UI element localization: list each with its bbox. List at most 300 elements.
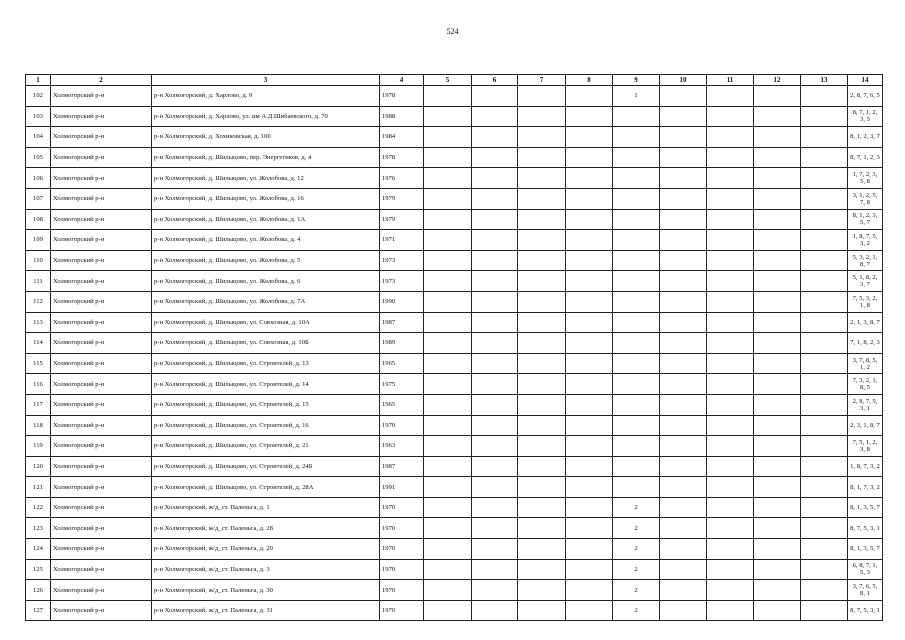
col11-cell [707,86,754,107]
table-row [26,230,883,251]
address-cell: р-н Холмогорский, д. Шилыцово, ул. Совхозная, д. 10Б [152,333,380,354]
col14-cell: 7, 5, 1, 2, 3, 8 [848,436,883,457]
col8-cell [566,271,613,292]
col5-cell [424,127,472,148]
col12-cell [754,559,801,580]
col12-cell [754,291,801,312]
table-row [26,539,883,560]
district-cell: Холмогорский р-н [51,250,152,271]
row-number: 114 [26,333,51,354]
col10-cell [660,580,707,601]
year-cell: 1970 [380,559,424,580]
col14-cell: 8, 1, 3, 5, 7 [848,497,883,518]
col14-cell: 7, 1, 8, 2, 3 [848,333,883,354]
col8-cell [566,127,613,148]
district-cell: Холмогорский р-н [51,147,152,168]
district-cell: Холмогорский р-н [51,580,152,601]
col8-cell [566,250,613,271]
col10-cell [660,188,707,209]
year-cell: 1965 [380,394,424,415]
district-cell: Холмогорский р-н [51,291,152,312]
year-cell: 1984 [380,127,424,148]
district-cell: Холмогорский р-н [51,333,152,354]
column-header-14: 14 [848,75,883,86]
col6-cell [472,600,518,621]
col8-cell [566,168,613,189]
col9-cell [613,477,660,498]
col13-cell [801,127,848,148]
col13-cell [801,353,848,374]
col5-cell [424,539,472,560]
col9-cell [613,291,660,312]
col13-cell [801,600,848,621]
col14-cell: 2, 3, 1, 8, 7 [848,415,883,436]
column-header-8: 8 [566,75,613,86]
col10-cell [660,333,707,354]
col5-cell [424,477,472,498]
col8-cell [566,106,613,127]
col14-cell: 2, 8, 7, 5, 3, 1 [848,394,883,415]
year-cell: 1979 [380,188,424,209]
col8-cell [566,188,613,209]
col8-cell [566,456,613,477]
col5-cell [424,559,472,580]
table-row [26,436,883,457]
col10-cell [660,147,707,168]
col7-cell [518,312,566,333]
col11-cell [707,559,754,580]
col9-cell: 1 [613,86,660,107]
col13-cell [801,518,848,539]
col14-cell: 6, 8, 7, 1, 5, 3 [848,559,883,580]
col7-cell [518,188,566,209]
col9-cell [613,209,660,230]
year-cell: 1989 [380,333,424,354]
col11-cell [707,374,754,395]
col5-cell [424,394,472,415]
table-row [26,353,883,374]
registry-table [25,74,883,621]
col6-cell [472,559,518,580]
row-number: 107 [26,188,51,209]
table-row [26,147,883,168]
table-row [26,209,883,230]
col11-cell [707,106,754,127]
col9-cell [613,333,660,354]
col14-cell: 5, 1, 8, 2, 3, 7 [848,271,883,292]
col5-cell [424,250,472,271]
col8-cell [566,559,613,580]
district-cell: Холмогорский р-н [51,353,152,374]
address-cell: р-н Холмогорский, д. Шилыцово, ул. Жолобова, д. 6 [152,271,380,292]
col9-cell: 2 [613,497,660,518]
row-number: 122 [26,497,51,518]
col11-cell [707,127,754,148]
col14-cell: 5, 3, 2, 1, 8, 7 [848,250,883,271]
year-cell: 1988 [380,106,424,127]
district-cell: Холмогорский р-н [51,209,152,230]
col9-cell: 2 [613,539,660,560]
col7-cell [518,230,566,251]
col13-cell [801,168,848,189]
col7-cell [518,291,566,312]
col10-cell [660,106,707,127]
col14-cell: 3, 7, 6, 5, 8, 1 [848,580,883,601]
district-cell: Холмогорский р-н [51,168,152,189]
address-cell: р-н Холмогорский, д. Харлово, ул. им А.Д.Шибаевского, д. 70 [152,106,380,127]
year-cell: 1991 [380,477,424,498]
year-cell: 1978 [380,86,424,107]
col14-cell: 8, 7, 1, 2, 3, 5 [848,106,883,127]
col7-cell [518,353,566,374]
col6-cell [472,168,518,189]
year-cell: 1970 [380,497,424,518]
col9-cell [613,436,660,457]
col5-cell [424,333,472,354]
row-number: 112 [26,291,51,312]
district-cell: Холмогорский р-н [51,539,152,560]
address-cell: р-н Холмогорский, д. Шилыцово, ул. Строителей, д. 24Б [152,456,380,477]
row-number: 111 [26,271,51,292]
col8-cell [566,436,613,457]
table-row [26,106,883,127]
col14-cell: 1, 8, 7, 3, 2 [848,456,883,477]
col11-cell [707,497,754,518]
col14-cell: 8, 1, 2, 3, 5, 7 [848,209,883,230]
district-cell: Холмогорский р-н [51,394,152,415]
col12-cell [754,477,801,498]
row-number: 125 [26,559,51,580]
table-row [26,600,883,621]
col7-cell [518,477,566,498]
col7-cell [518,539,566,560]
district-cell: Холмогорский р-н [51,312,152,333]
table-row [26,127,883,148]
col8-cell [566,394,613,415]
col14-cell: 1, 7, 2, 3, 5, 8 [848,168,883,189]
col13-cell [801,230,848,251]
col12-cell [754,209,801,230]
col5-cell [424,580,472,601]
col5-cell [424,86,472,107]
col9-cell: 2 [613,580,660,601]
col7-cell [518,147,566,168]
col14-cell: 3, 7, 8, 5, 1, 2 [848,353,883,374]
column-header-4: 4 [380,75,424,86]
col9-cell [613,147,660,168]
year-cell: 1976 [380,168,424,189]
address-cell: р-н Холмогорский, д. Шилыцово, ул. Жолобова, д. 7А [152,291,380,312]
col8-cell [566,497,613,518]
col9-cell [613,230,660,251]
district-cell: Холмогорский р-н [51,230,152,251]
col5-cell [424,230,472,251]
col6-cell [472,127,518,148]
year-cell: 1965 [380,353,424,374]
col14-cell: 8, 1, 7, 3, 2 [848,477,883,498]
col9-cell [613,394,660,415]
year-cell: 1970 [380,415,424,436]
col6-cell [472,374,518,395]
col11-cell [707,147,754,168]
row-number: 117 [26,394,51,415]
table-row [26,518,883,539]
col10-cell [660,436,707,457]
year-cell: 1987 [380,456,424,477]
col11-cell [707,250,754,271]
row-number: 123 [26,518,51,539]
col8-cell [566,580,613,601]
address-cell: р-н Холмогорский, д. Шилыцово, ул. Жолобова, д. 4 [152,230,380,251]
year-cell: 1973 [380,250,424,271]
col11-cell [707,168,754,189]
col8-cell [566,477,613,498]
col14-cell: 1, 8, 7, 5, 3, 2 [848,230,883,251]
column-header-11: 11 [707,75,754,86]
col9-cell [613,353,660,374]
col14-cell: 8, 1, 2, 3, 7 [848,127,883,148]
col6-cell [472,106,518,127]
col5-cell [424,456,472,477]
col13-cell [801,209,848,230]
col7-cell [518,394,566,415]
col13-cell [801,436,848,457]
col8-cell [566,209,613,230]
year-cell: 1970 [380,518,424,539]
row-number: 109 [26,230,51,251]
year-cell: 1970 [380,600,424,621]
col12-cell [754,168,801,189]
address-cell: р-н Холмогорский, д. Хохиковская, д. 100 [152,127,380,148]
col12-cell [754,539,801,560]
district-cell: Холмогорский р-н [51,188,152,209]
year-cell: 1973 [380,271,424,292]
table-header-row [26,75,883,86]
row-number: 118 [26,415,51,436]
col10-cell [660,86,707,107]
col6-cell [472,312,518,333]
col13-cell [801,250,848,271]
col13-cell [801,333,848,354]
col9-cell [613,271,660,292]
col8-cell [566,333,613,354]
col9-cell [613,106,660,127]
column-header-5: 5 [424,75,472,86]
address-cell: р-н Холмогорский, ж/д_ст. Паленьга, д. 3 [152,559,380,580]
col10-cell [660,209,707,230]
col10-cell [660,230,707,251]
col13-cell [801,539,848,560]
col5-cell [424,209,472,230]
district-cell: Холмогорский р-н [51,518,152,539]
year-cell: 1971 [380,230,424,251]
col12-cell [754,580,801,601]
col13-cell [801,415,848,436]
col10-cell [660,497,707,518]
row-number: 105 [26,147,51,168]
col6-cell [472,353,518,374]
col5-cell [424,497,472,518]
table-row [26,415,883,436]
row-number: 120 [26,456,51,477]
col11-cell [707,415,754,436]
col7-cell [518,127,566,148]
col12-cell [754,147,801,168]
col7-cell [518,580,566,601]
table-row [26,456,883,477]
col8-cell [566,312,613,333]
col9-cell [613,127,660,148]
col6-cell [472,539,518,560]
col13-cell [801,188,848,209]
col10-cell [660,168,707,189]
district-cell: Холмогорский р-н [51,497,152,518]
row-number: 102 [26,86,51,107]
year-cell: 1975 [380,374,424,395]
col8-cell [566,86,613,107]
year-cell: 1990 [380,291,424,312]
table-row [26,497,883,518]
col12-cell [754,497,801,518]
col7-cell [518,168,566,189]
col7-cell [518,271,566,292]
col9-cell [613,456,660,477]
col11-cell [707,456,754,477]
table-row [26,477,883,498]
col12-cell [754,312,801,333]
address-cell: р-н Холмогорский, д. Шилыцово, ул. Строителей, д. 15 [152,394,380,415]
col13-cell [801,580,848,601]
year-cell: 1978 [380,147,424,168]
col12-cell [754,86,801,107]
col14-cell: 8, 7, 5, 3, 1 [848,518,883,539]
address-cell: р-н Холмогорский, д. Шилыцово, ул. Жолобова, д. 16 [152,188,380,209]
col6-cell [472,497,518,518]
col6-cell [472,271,518,292]
col12-cell [754,127,801,148]
address-cell: р-н Холмогорский, д. Шилыцово, ул. Строителей, д. 13 [152,353,380,374]
col10-cell [660,271,707,292]
col12-cell [754,600,801,621]
col13-cell [801,106,848,127]
district-cell: Холмогорский р-н [51,600,152,621]
col13-cell [801,86,848,107]
col5-cell [424,600,472,621]
col6-cell [472,477,518,498]
col11-cell [707,518,754,539]
address-cell: р-н Холмогорский, д. Шилыцово, ул. Совхозная, д. 10А [152,312,380,333]
column-header-10: 10 [660,75,707,86]
table-row [26,291,883,312]
col12-cell [754,250,801,271]
col12-cell [754,353,801,374]
table-row [26,188,883,209]
col10-cell [660,415,707,436]
address-cell: р-н Холмогорский, ж/д_ст. Паленьга, д. 30 [152,580,380,601]
col7-cell [518,250,566,271]
row-number: 119 [26,436,51,457]
col7-cell [518,559,566,580]
row-number: 116 [26,374,51,395]
col10-cell [660,374,707,395]
district-cell: Холмогорский р-н [51,127,152,148]
col7-cell [518,436,566,457]
table-row [26,86,883,107]
col5-cell [424,147,472,168]
district-cell: Холмогорский р-н [51,436,152,457]
column-header-9: 9 [613,75,660,86]
col6-cell [472,333,518,354]
col14-cell: 8, 1, 3, 5, 7 [848,539,883,560]
address-cell: р-н Холмогорский, д. Харлово, д. 9 [152,86,380,107]
year-cell: 1970 [380,539,424,560]
col6-cell [472,188,518,209]
col9-cell [613,374,660,395]
col8-cell [566,539,613,560]
col6-cell [472,230,518,251]
district-cell: Холмогорский р-н [51,456,152,477]
table-row [26,374,883,395]
col9-cell [613,312,660,333]
col7-cell [518,415,566,436]
col13-cell [801,374,848,395]
col8-cell [566,374,613,395]
col11-cell [707,188,754,209]
col5-cell [424,271,472,292]
col11-cell [707,580,754,601]
row-number: 104 [26,127,51,148]
col10-cell [660,600,707,621]
col7-cell [518,518,566,539]
district-cell: Холмогорский р-н [51,106,152,127]
column-header-6: 6 [472,75,518,86]
row-number: 110 [26,250,51,271]
row-number: 106 [26,168,51,189]
col12-cell [754,518,801,539]
col9-cell [613,250,660,271]
col13-cell [801,497,848,518]
col14-cell: 3, 1, 2, 5, 7, 8 [848,188,883,209]
address-cell: р-н Холмогорский, д. Шилыцово, ул. Жолобова, д. 5 [152,250,380,271]
col6-cell [472,291,518,312]
col13-cell [801,559,848,580]
page-number: 524 [446,27,459,36]
col8-cell [566,291,613,312]
table-row [26,559,883,580]
col11-cell [707,477,754,498]
row-number: 108 [26,209,51,230]
col14-cell: 8, 7, 1, 2, 3 [848,147,883,168]
col9-cell [613,188,660,209]
col8-cell [566,518,613,539]
column-header-3: 3 [152,75,380,86]
col6-cell [472,250,518,271]
col5-cell [424,518,472,539]
col10-cell [660,394,707,415]
col7-cell [518,456,566,477]
col14-cell: 2, 1, 3, 8, 7 [848,312,883,333]
col13-cell [801,477,848,498]
column-header-2: 2 [51,75,152,86]
col12-cell [754,333,801,354]
col8-cell [566,600,613,621]
table-row [26,250,883,271]
col9-cell: 2 [613,559,660,580]
col11-cell [707,353,754,374]
col10-cell [660,250,707,271]
table-row [26,312,883,333]
col11-cell [707,209,754,230]
